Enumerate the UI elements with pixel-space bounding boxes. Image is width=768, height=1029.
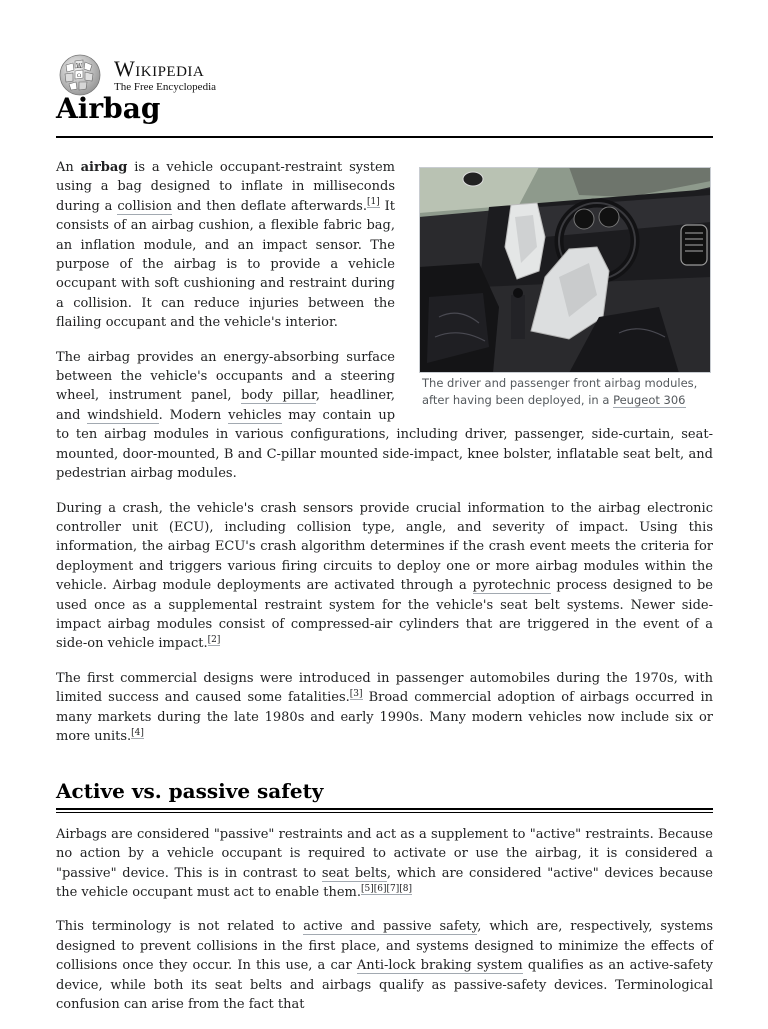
ref-link-3[interactable]: [3]: [349, 688, 363, 699]
ref-link-6[interactable]: [6]: [373, 883, 387, 894]
svg-text:Ω: Ω: [77, 73, 82, 79]
ref-link-7[interactable]: [7]: [386, 883, 400, 894]
text: , headliner, and: [56, 388, 396, 423]
collision-link[interactable]: collision: [117, 198, 172, 214]
paragraph-passive: [56, 825, 713, 903]
peugeot-306-link[interactable]: Peugeot 306: [613, 393, 686, 407]
bold-term: airbag: [80, 160, 128, 175]
article-body: [56, 158, 713, 1029]
ref-link-8[interactable]: [8]: [399, 883, 412, 894]
wikipedia-logo[interactable]: [56, 53, 216, 97]
paragraph-history: [56, 669, 713, 747]
svg-text:W: W: [76, 63, 83, 70]
body-pillar-link[interactable]: body pillar: [241, 388, 316, 404]
active-passive-safety-link[interactable]: active and passive safety: [303, 919, 478, 935]
caption-text: The driver and passenger front airbag modules, after having been deployed, in a: [422, 376, 698, 407]
citation: [208, 635, 221, 646]
text: qualifies as an active-safety device, while both its seat belts and airbags qualify as passive-safety devices. Terminological confusion can arise from the fact that: [56, 958, 714, 1013]
page-title: Airbag: [56, 92, 161, 125]
citation-group: [361, 884, 412, 895]
paragraph-crash: [56, 499, 713, 654]
text: Airbags are considered "passive" restraints and act as a supplement to "active" restraints. Because no action by a vehicle occupant is required to activate or use the airbag, it is considered a "passive" device. This is in contrast to: [56, 826, 713, 881]
citation: [131, 728, 144, 739]
text: The first commercial designs were introduced in passenger automobiles during the 1970s, with limited success and caused some fatalities.: [56, 670, 713, 706]
tagline: The Free Encyclopedia: [114, 80, 217, 93]
text: . Modern: [158, 407, 229, 423]
windshield-link[interactable]: windshield: [87, 407, 159, 423]
wikipedia-globe-icon: [56, 53, 104, 97]
wordmark-text: Wikipedia: [114, 55, 205, 81]
ref-link-5[interactable]: [5]: [361, 883, 374, 894]
airbag-photo[interactable]: [419, 167, 711, 373]
citation: [350, 689, 363, 700]
text: Broad commercial adoption of airbags occurred in many markets during the late 1980s and early 1990s. Many modern vehicles now include six or more units.: [56, 690, 713, 744]
wikipedia-wordmark: [114, 55, 217, 93]
text: It consists of an airbag cushion, a flexible fabric bag, an inflation module, and an impact sensor. The purpose of the airbag is to provide a vehicle occupant with soft cushioning and restraint during a collision. It can reduce injuries between the flailing occupant and the vehicle's interior.: [56, 198, 396, 331]
text: This terminology is not related to: [56, 919, 304, 935]
text: may contain up to ten airbag modules in various configurations, including driver, passenger, side-curtain, seat-mounted, door-mounted, B and C-pillar mounted side-impact, knee bolster, inflatable seat belt, and pedestrian airbag modules.: [56, 407, 713, 482]
pyrotechnic-link[interactable]: pyrotechnic: [472, 578, 551, 594]
text: process designed to be used once as a supplemental restraint system for the vehicle's seat belt systems. Newer side-impact airbag modules consist of compressed-air cylinders that are triggered in the event of a side-on vehicle impact.: [56, 578, 713, 652]
text: An: [56, 160, 81, 175]
text: During a crash, the vehicle's crash sensors provide crucial information to the airbag electronic controller unit (ECU), including collision type, angle, and severity of impact. Using this information, the airbag ECU's crash algorithm determines if the crash event meets the criteria for deployment and triggers various firing circuits to deploy one or more airbag modules within the vehicle. Airbag module deployments are activated through a: [56, 500, 713, 594]
section-heading-active-passive: Active vs. passive safety: [56, 782, 713, 809]
title-divider: [56, 136, 713, 138]
figure-caption: [419, 375, 713, 409]
ref-link-1[interactable]: [1]: [366, 197, 380, 208]
text: , which are considered "active" devices because the vehicle occupant must act to enable them.: [56, 865, 713, 900]
text: is a vehicle occupant-restraint system using a bag designed to inflate in milliseconds during a: [56, 160, 395, 214]
citation: [367, 197, 380, 208]
ref-link-2[interactable]: [2]: [207, 635, 221, 646]
section-divider: [56, 812, 713, 813]
infobox-figure: [419, 167, 713, 409]
seat-belts-link[interactable]: seat belts: [321, 865, 387, 881]
anti-lock-braking-link[interactable]: Anti-lock braking system: [356, 958, 523, 974]
vehicles-link[interactable]: vehicles: [228, 407, 282, 423]
ref-link-4[interactable]: [4]: [131, 727, 144, 738]
paragraph-terminology: [56, 917, 713, 1014]
text: and then deflate afterwards.: [171, 198, 367, 214]
text: , which are, respectively, systems designed to prevent collisions in the first place, and systems designed to minimize the effects of collisions once they occur. In this use, a car: [56, 919, 714, 974]
text: The airbag provides an energy-absorbing surface between the vehicle's occupants and a steering wheel, instrument panel,: [56, 349, 395, 404]
